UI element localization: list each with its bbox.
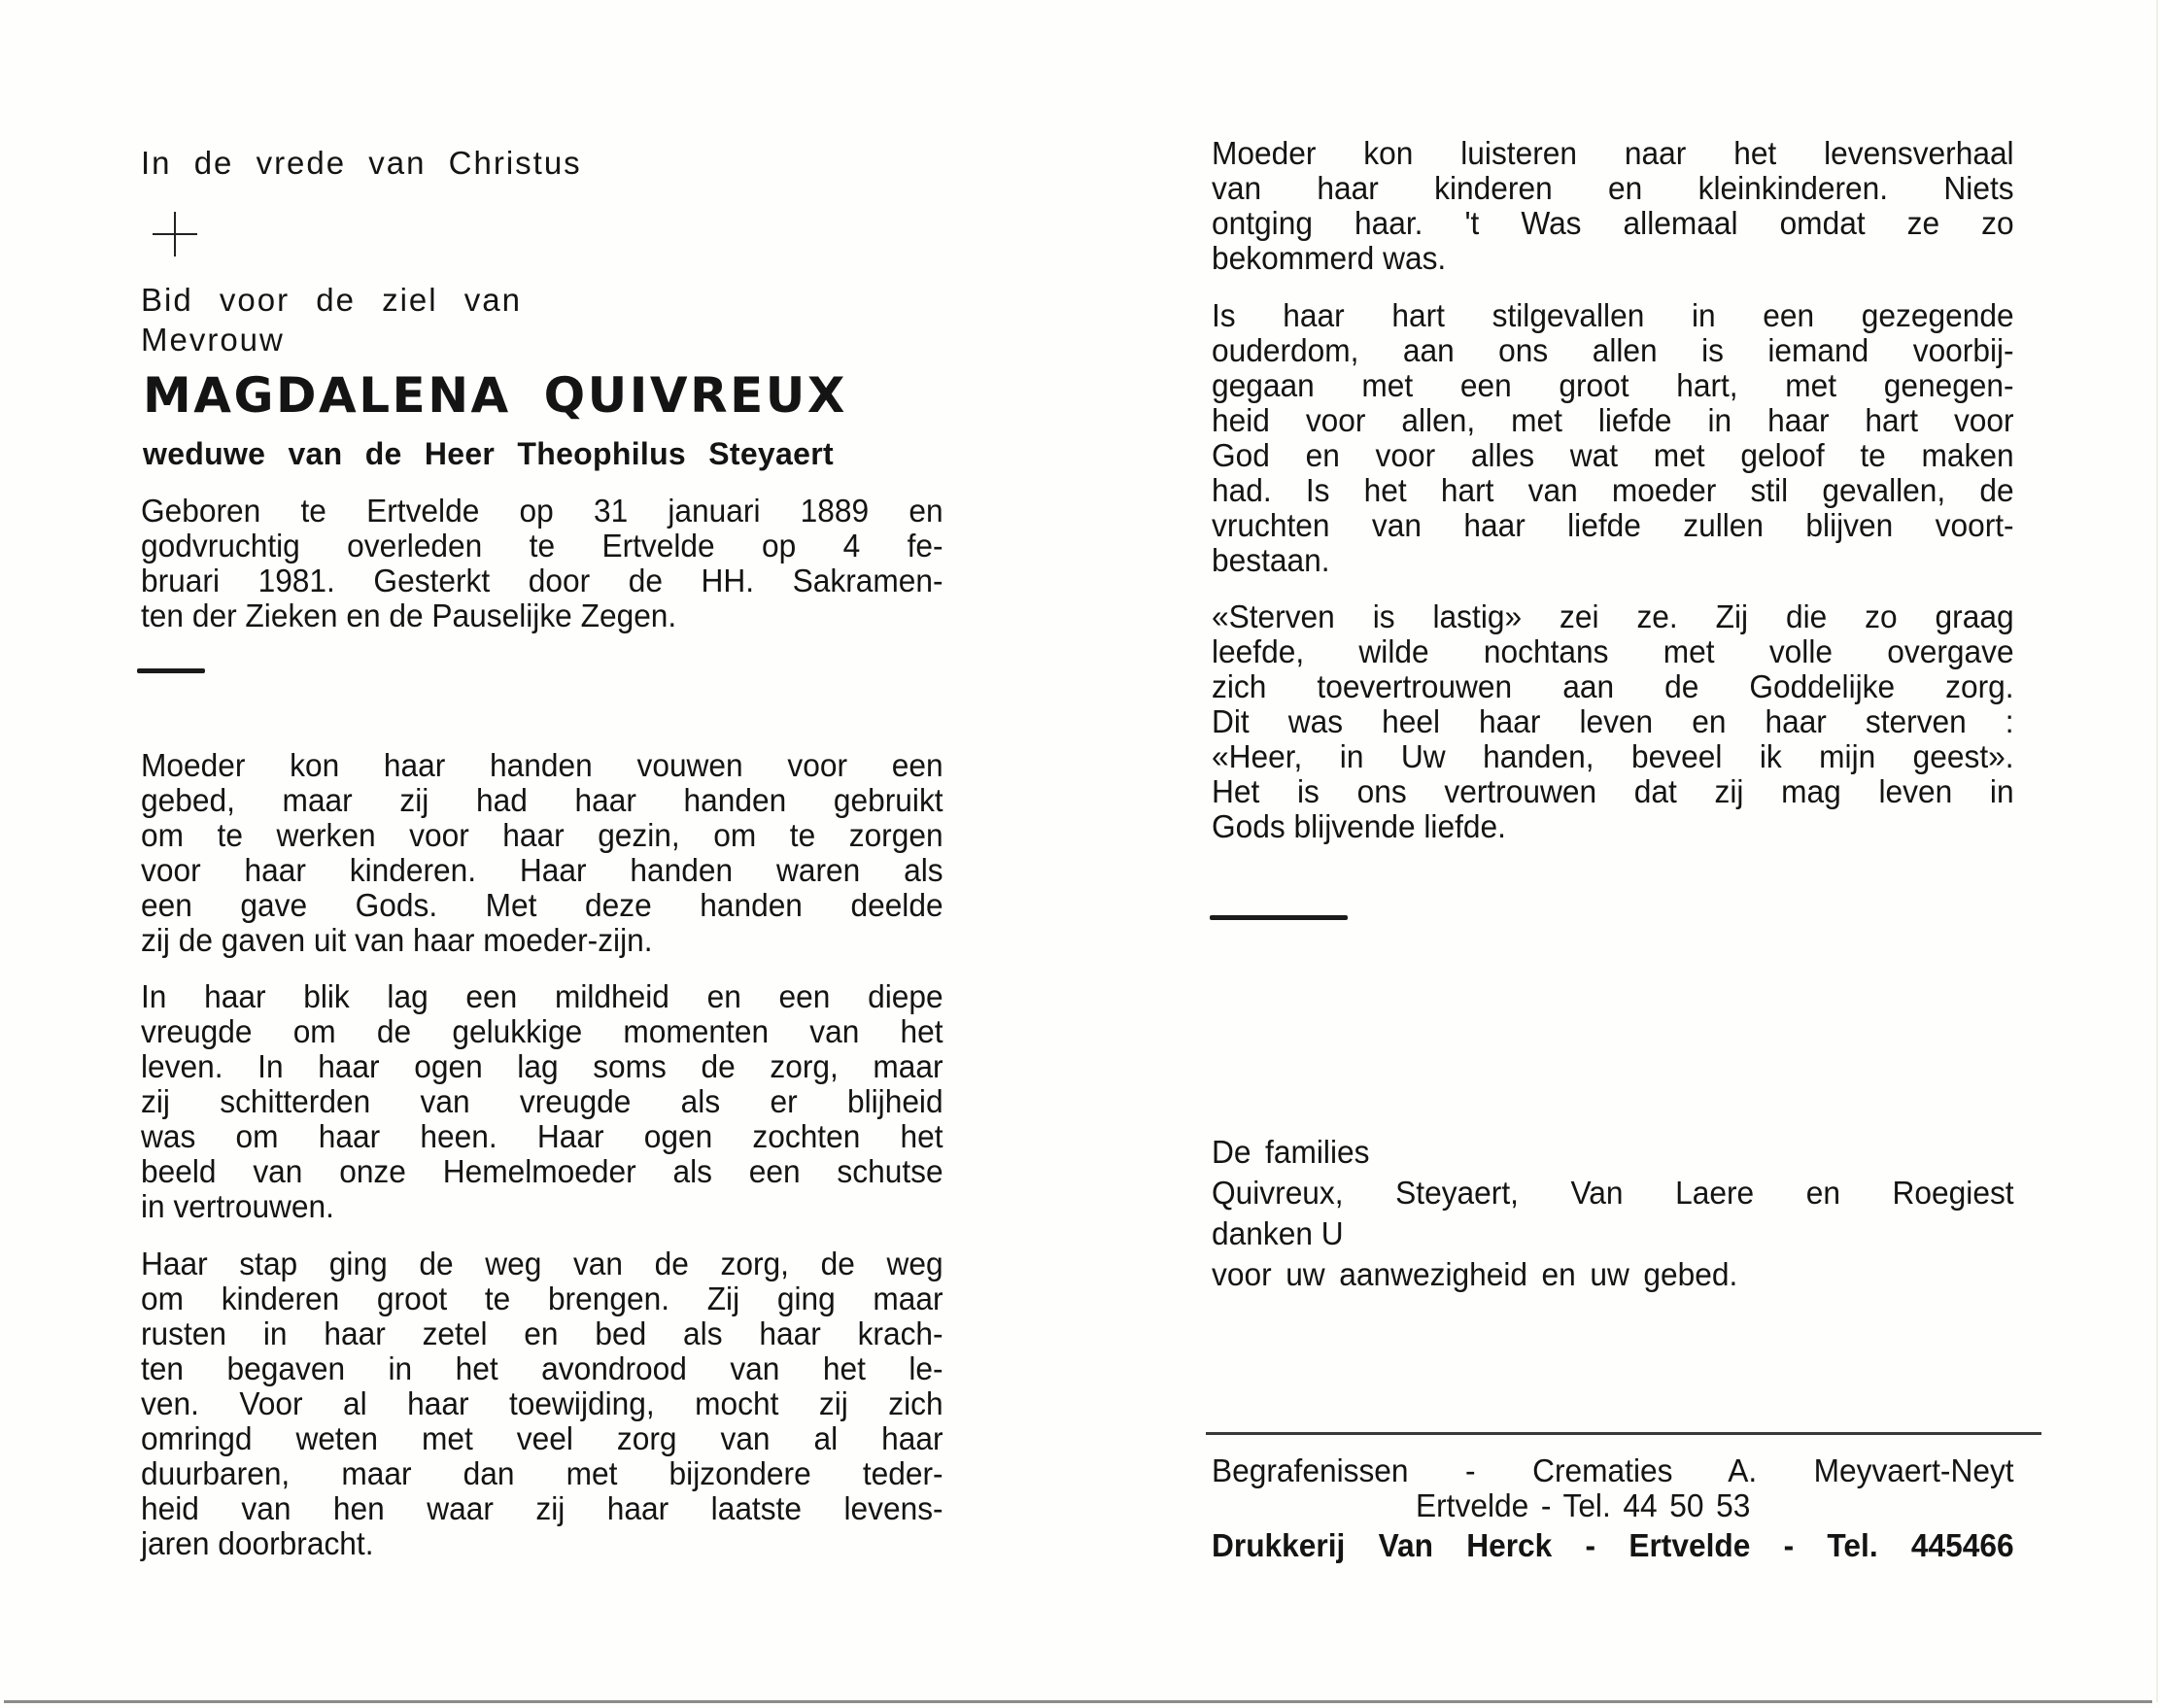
text-line: ontging haar. 't Was allemaal omdat ze zo (1212, 205, 2014, 241)
footer-divider (1206, 1432, 2041, 1435)
text-line: «Heer, in Uw handen, beveel ik mijn geest». (1212, 738, 2014, 774)
text-line: Haar stap ging de weg van de zorg, de weg (141, 1246, 943, 1281)
cross-icon (153, 212, 197, 256)
text-line: duurbaren, maar dan met bijzondere teder- (141, 1455, 943, 1491)
text-line: Moeder kon luisteren naar het levensverhaal (1212, 135, 2014, 171)
text-line: ten begaven in het avondrood van het le- (141, 1350, 943, 1386)
text-line: Dit was heel haar leven en haar sterven : (1212, 703, 2014, 739)
text-line: zich toevertrouwen aan de Goddelijke zorg. (1212, 668, 2014, 704)
opening-line: In de vrede van Christus (141, 145, 582, 181)
text-line: bekommerd was. (1212, 240, 1447, 276)
undertaker-contact-line: Ertvelde - Tel. 44 50 53 (1416, 1487, 1751, 1523)
text-line: had. Is het hart van moeder stil gevallen, de (1212, 472, 2014, 508)
text-line: Gods blijvende liefde. (1212, 808, 1506, 844)
text-line: Het is ons vertrouwen dat zij mag leven in (1212, 773, 2014, 809)
text-line: jaren doorbracht. (141, 1525, 374, 1561)
text-line: vreugde om de gelukkige momenten van het (141, 1013, 943, 1049)
text-line: leven. In haar ogen lag soms de zorg, maar (141, 1048, 943, 1084)
text-line: bestaan. (1212, 542, 1330, 578)
text-line: Moeder kon haar handen vouwen voor een (141, 747, 943, 783)
text-line: bruari 1981. Gesterkt door de HH. Sakramen- (141, 563, 943, 598)
text-line: In haar blik lag een mildheid en een diepe (141, 978, 943, 1014)
text-line: gegaan met een groot hart, met genegen- (1212, 367, 2014, 403)
text-line: van haar kinderen en kleinkinderen. Niets (1212, 170, 2014, 206)
card-edge (4, 1700, 2152, 1703)
text-line: was om haar heen. Haar ogen zochten het (141, 1118, 943, 1154)
text-line: gebed, maar zij had haar handen gebruikt (141, 782, 943, 818)
printer-line: Drukkerij Van Herck - Ertvelde - Tel. 445466 (1212, 1527, 2014, 1563)
text-line: danken U (1212, 1215, 1344, 1251)
text-line: Geboren te Ertvelde op 31 januari 1889 en (141, 493, 943, 529)
divider (1210, 915, 1348, 920)
text-line: omringd weten met veel zorg van al haar (141, 1420, 943, 1456)
text-line: ouderdom, aan ons allen is iemand voorbij- (1212, 332, 2014, 368)
widow-of-line: weduwe van de Heer Theophilus Steyaert (143, 436, 834, 471)
text-line: een gave Gods. Met deze handen deelde (141, 887, 943, 923)
text-line: om kinderen groot te brengen. Zij ging maar (141, 1281, 943, 1316)
text-line: voor haar kinderen. Haar handen waren als (141, 852, 943, 888)
text-line: zij de gaven uit van haar moeder-zijn. (141, 922, 653, 958)
text-line: «Sterven is lastig» zei ze. Zij die zo graag (1212, 598, 2014, 634)
text-line: heid van hen waar zij haar laatste levens- (141, 1490, 943, 1526)
text-line: heid voor allen, met liefde in haar hart voor (1212, 402, 2014, 438)
divider (137, 668, 205, 673)
card-edge (2156, 0, 2158, 1702)
deceased-name: MAGDALENA QUIVREUX (143, 367, 847, 424)
honorific: Mevrouw (141, 322, 285, 358)
text-line: om te werken voor haar gezin, om te zorgen (141, 817, 943, 853)
text-line: Quivreux, Steyaert, Van Laere en Roegiest (1212, 1175, 2014, 1211)
text-line: vruchten van haar liefde zullen blijven voort- (1212, 507, 2014, 543)
prayer-line: Bid voor de ziel van (141, 282, 522, 318)
text-line: leefde, wilde nochtans met volle overgave (1212, 633, 2014, 669)
undertaker-line: Begrafenissen - Crematies A. Meyvaert-Neyt (1212, 1452, 2014, 1488)
text-line: God en voor alles wat met geloof te maken (1212, 437, 2014, 473)
text-line: in vertrouwen. (141, 1188, 334, 1224)
text-line: voor uw aanwezigheid en uw gebed. (1212, 1256, 1738, 1292)
text-line: rusten in haar zetel en bed als haar krach- (141, 1315, 943, 1351)
text-line: De families (1212, 1134, 1370, 1170)
text-line: Is haar hart stilgevallen in een gezegende (1212, 297, 2014, 333)
text-line: zij schitterden van vreugde als er blijheid (141, 1083, 943, 1119)
text-line: godvruchtig overleden te Ertvelde op 4 fe- (141, 528, 943, 564)
text-line: ten der Zieken en de Pauselijke Zegen. (141, 598, 677, 633)
text-line: beeld van onze Hemelmoeder als een schutse (141, 1153, 943, 1189)
text-line: ven. Voor al haar toewijding, mocht zij zich (141, 1385, 943, 1421)
